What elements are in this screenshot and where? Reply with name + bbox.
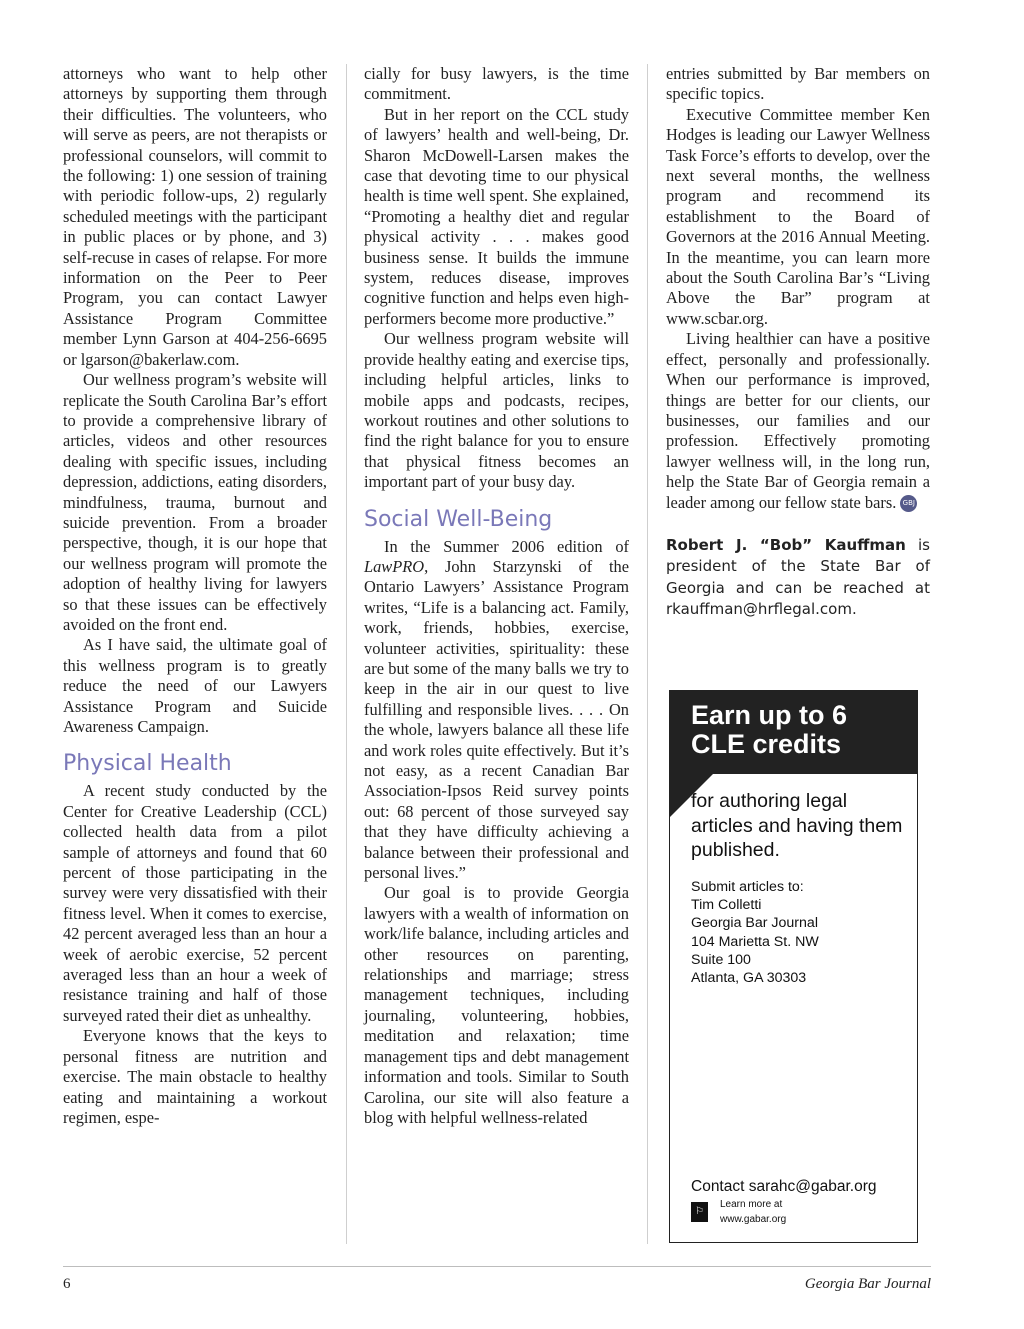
address-line: Georgia Bar Journal — [691, 915, 818, 932]
address-line: 104 Marietta St. NW — [691, 933, 819, 950]
paragraph: cially for busy lawyers, is the time commitment. — [364, 64, 629, 104]
article-column-3 — [666, 64, 930, 621]
ad-title-line: CLE credits — [691, 729, 842, 759]
ad-subtitle: for authoring legal articles and having them published. — [691, 790, 903, 861]
ad-learn-more — [720, 1197, 786, 1227]
address-line: Atlanta, GA 30303 — [691, 970, 807, 987]
address-line: Suite 100 — [691, 951, 751, 968]
paragraph: But in her report on the CCL study of lawyers’ health and well-being, Dr. Sharon McDowell-Larsen makes the case that devoting time to our physical health is time well spent. She explained, “Promoting a healthy diet and regular physical activity . . . makes good business sense. It builds the immune system, reduces disease, improves cognitive function and helps even high-performers become more productive.” — [364, 104, 629, 328]
learn-more-label: Learn more at — [720, 1199, 783, 1210]
column-divider — [346, 64, 347, 1244]
paragraph: Our wellness program’s website will replicate the South Carolina Bar’s effort to provide a comprehensive library of articles, videos and other resources dealing with specific issues, including depression, addictions, eating disorders, mindfulness, trauma, burnout and suicide prevention. From a broader perspective, though, it is our hope that our wellness program will promote the adoption of healthy living for lawyers so that these issues can be effectively avoided on the front end. — [63, 370, 327, 634]
publication-title: LawPRO — [364, 556, 425, 576]
paragraph: Our goal is to provide Georgia lawyers with a wealth of information on work/life balance, including articles and other resources on parenting, relationships and marriage; stress management techniques, including journaling, volunteering, hobbies, meditation and relaxation; time management tips and debt management information and tools. Similar to South Carolina, our site will also feature a blog with helpful wellness-related — [364, 883, 629, 1127]
paragraph — [364, 537, 629, 884]
section-heading-physical-health: Physical Health — [63, 751, 232, 777]
text-run: In the Summer 2006 edition of — [384, 536, 629, 556]
paragraph: A recent study conducted by the Center for Creative Leadership (CCL) collected health data from a pilot sample of attorneys and found that 60 percent of those participating in the survey were very dissatisfied with their fitness level. When it comes to exercise, 42 percent averaged less than an hour a week of aerobic exercise, 52 percent averaged less than an hour a week of resistance training and half of those surveyed rated their diet as unhealthy. — [63, 781, 327, 1025]
author-bio — [666, 535, 930, 621]
website-link[interactable]: www.gabar.org — [720, 1214, 787, 1225]
author-bio-text: is president of the State Bar of Georgia and can be reached at rkauffman@hrflegal.com. — [666, 535, 930, 619]
paragraph: entries submitted by Bar members on specific topics. — [666, 64, 930, 104]
paragraph: Everyone knows that the keys to personal fitness are nutrition and exercise. The main obstacle to healthy eating and maintaining a workout regimen, espe- — [63, 1026, 327, 1127]
article-column-2 — [364, 64, 629, 1128]
ad-contact[interactable]: Contact sarahc@gabar.org — [691, 1178, 877, 1195]
submit-label: Submit articles to: — [691, 879, 804, 895]
ad-address-block — [691, 878, 819, 987]
column-divider — [647, 64, 648, 1244]
page-number: 6 — [63, 1276, 71, 1292]
footer-divider — [63, 1266, 931, 1267]
journal-name: Georgia Bar Journal — [804, 1276, 931, 1292]
article-column-1 — [63, 64, 327, 1128]
text-run: , John Starzynski of the Ontario Lawyers’ Assistance Program writes, “Life is a balancing act. Family, work, friends, hobbies, exercise, volunteer activities, spirituality: these are but some of the many balls we try to keep in the air in our quest to live fulfilling and responsible lives. . . . On the whole, lawyers balance all these life and work roles quite effectively. But it’s not easy, as a recent Canadian Bar Association-Ipsos Reid survey points out: 68 percent of those surveyed say that they have difficulty achieving a balance between their professional and personal lives.” — [364, 556, 629, 883]
ad-title — [691, 701, 847, 759]
paragraph: As I have said, the ultimate goal of this wellness program is to greatly reduce the need of our Lawyers Assistance Program and Suicide Awareness Campaign. — [63, 635, 327, 736]
end-mark-icon: GBJ — [900, 495, 917, 512]
address-line: Tim Colletti — [691, 897, 762, 914]
section-heading-social-well-being: Social Well-Being — [364, 506, 553, 532]
author-name: Robert J. “Bob” Kauffman — [666, 535, 906, 554]
ad-title-line: Earn up to 6 — [691, 700, 848, 730]
state-bar-logo-icon: ⚐ — [691, 1202, 708, 1222]
paragraph — [666, 329, 930, 513]
cle-credits-ad — [669, 690, 918, 1243]
paragraph: Our wellness program website will provide healthy eating and exercise tips, including helpful articles, links to mobile apps and podcasts, recipes, workout routines and other solutions to find the right balance for you to ensure that physical fitness becomes an important part of your busy day. — [364, 329, 629, 492]
text-run: Living healthier can have a positive effect, personally and professionally. When our performance is improved, things are better for our clients, our businesses, our families and our profession. Effectively promoting lawyer wellness will, in the long run, help the State Bar of Georgia remain a leader among our fellow state bars. — [666, 329, 930, 512]
paragraph: attorneys who want to help other attorneys by supporting them through their difficulties. The volunteers, who will serve as peers, are not therapists or professional counselors, will commit to the following: 1) one session of training with periodic follow-ups, 2) regularly scheduled meetings with the participant in public places or by phone, and 3) self-recuse in cases of relapse. For more information on the Peer to Peer Program, you can contact Lawyer Assistance Program Committee member Lynn Garson at 404-256-6695 or lgarson@bakerlaw.com. — [63, 64, 327, 369]
paragraph: Executive Committee member Ken Hodges is leading our Lawyer Wellness Task Force’s efforts to develop, over the next several months, the wellness program and recommend its establishment to the Board of Governors at the 2016 Annual Meeting. In the meantime, you can learn more about the South Carolina Bar’s “Living Above the Bar” program at www.scbar.org. — [666, 104, 930, 328]
